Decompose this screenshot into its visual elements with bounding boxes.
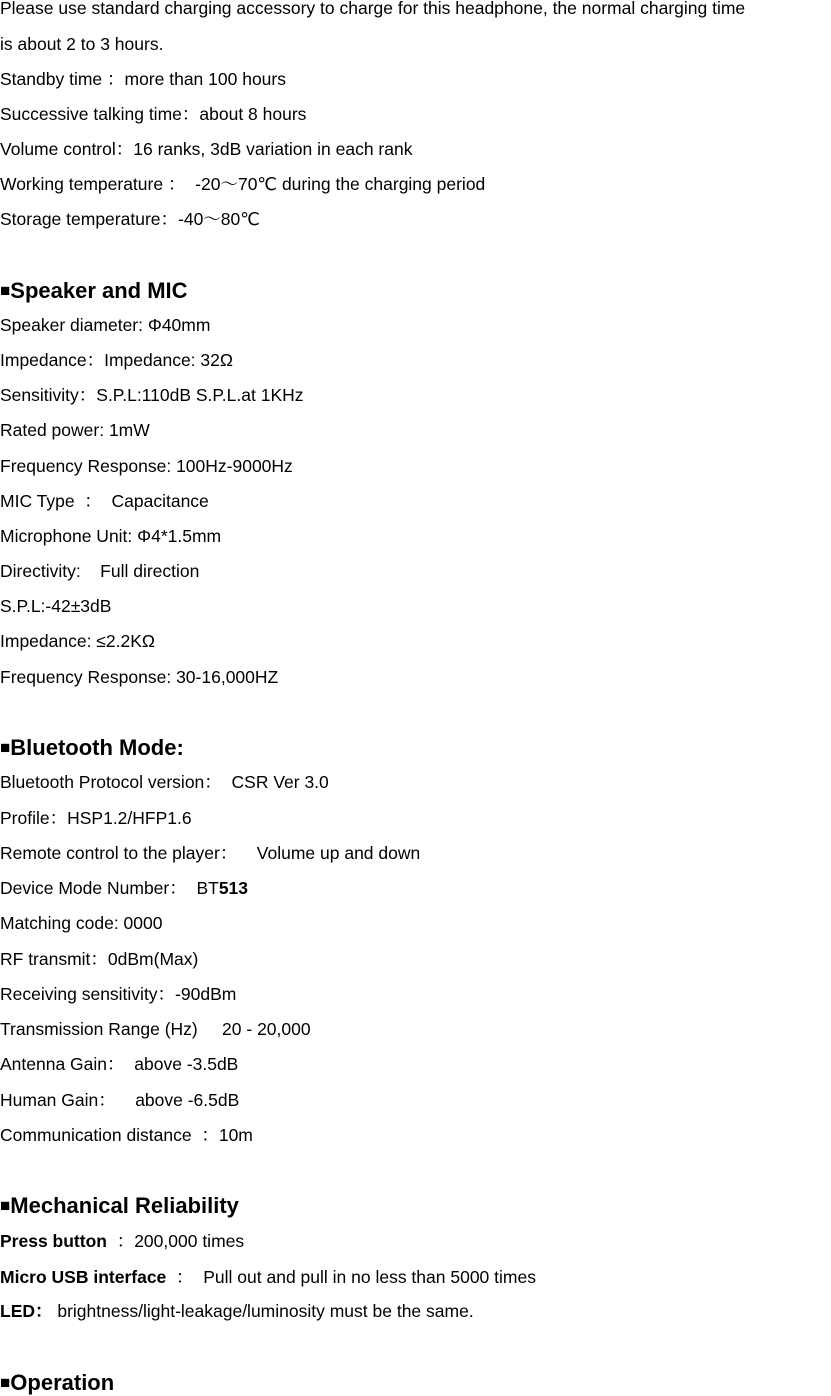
- volume-control-label: Volume control: [0, 139, 116, 159]
- square-bullet-icon: ■: [0, 281, 11, 300]
- storage-temperature-label: Storage temperature: [0, 209, 161, 229]
- device-mode-number-label: Device Mode Number： BT: [0, 878, 219, 898]
- bluetooth-mode-heading-text: Bluetooth Mode:: [10, 735, 184, 760]
- human-gain-line: Human Gain： above -6.5dB: [0, 1090, 240, 1110]
- antenna-gain-line: Antenna Gain： above -3.5dB: [0, 1054, 239, 1074]
- bluetooth-mode-heading: [0, 735, 184, 761]
- storage-temperature-separator: ：: [160, 209, 179, 229]
- remote-control-line: Remote control to the player： Volume up and down: [0, 843, 421, 863]
- led-value: brightness/light-leakage/luminosity must be the same.: [52, 1301, 474, 1321]
- speaker-impedance-line: Impedance：Impedance: 32Ω: [0, 350, 233, 370]
- rated-power-line: Rated power: 1mW: [0, 420, 150, 440]
- talking-time-line: [0, 103, 306, 125]
- standby-time-value: more than 100 hours: [124, 69, 286, 89]
- mic-spl-line: S.P.L:-42±3dB: [0, 596, 112, 616]
- press-button-line: [0, 1230, 244, 1252]
- micro-usb-line: [0, 1266, 536, 1288]
- storage-temperature-value: -40～80℃: [178, 209, 260, 229]
- speaker-diameter-line: Speaker diameter: Φ40mm: [0, 315, 211, 335]
- volume-control-line: [0, 138, 412, 160]
- matching-code-line: Matching code: 0000: [0, 913, 163, 933]
- rf-transmit-line: RF transmit：0dBm(Max): [0, 949, 199, 969]
- transmission-range-line: Transmission Range (Hz) 20 - 20,000: [0, 1019, 311, 1039]
- square-bullet-icon: ■: [0, 1196, 11, 1215]
- micro-usb-label: Micro USB interface: [0, 1267, 167, 1287]
- standby-time-line: [0, 68, 286, 90]
- charging-text-line-1: Please use standard charging accessory to charge for this headphone, the normal charging time: [0, 0, 746, 18]
- bluetooth-protocol-line: Bluetooth Protocol version： CSR Ver 3.0: [0, 772, 329, 792]
- mic-type-line: MIC Type ： Capacitance: [0, 491, 209, 511]
- speaker-sensitivity-line: Sensitivity：S.P.L:110dB S.P.L.at 1KHz: [0, 385, 304, 405]
- talking-time-label: Successive talking time: [0, 104, 182, 124]
- mechanical-reliability-heading-text: Mechanical Reliability: [10, 1193, 239, 1218]
- profile-line: Profile：HSP1.2/HFP1.6: [0, 808, 192, 828]
- operation-heading-text: Operation: [10, 1370, 115, 1395]
- speaker-mic-heading: [0, 278, 188, 304]
- device-mode-number-value: 513: [218, 878, 249, 898]
- press-button-value: ：200,000 times: [106, 1231, 245, 1251]
- working-temperature-value: -20～70℃ during the charging period: [185, 174, 486, 194]
- communication-distance-line: Communication distance ：10m: [0, 1125, 253, 1145]
- talking-time-value: about 8 hours: [199, 104, 307, 124]
- standby-time-separator: ：: [107, 69, 125, 89]
- working-temperature-label: Working temperature: [0, 174, 168, 194]
- working-temperature-separator: ：: [167, 174, 186, 194]
- speaker-mic-heading-text: Speaker and MIC: [10, 278, 188, 303]
- working-temperature-line: [0, 173, 485, 195]
- square-bullet-icon: ■: [0, 738, 11, 757]
- microphone-unit-line: Microphone Unit: Φ4*1.5mm: [0, 526, 222, 546]
- volume-control-separator: ：: [115, 139, 134, 159]
- operation-heading: [0, 1370, 114, 1396]
- led-line: [0, 1300, 474, 1322]
- talking-time-separator: ：: [181, 104, 200, 124]
- charging-text-line-2: is about 2 to 3 hours.: [0, 34, 164, 54]
- device-mode-number-line: [0, 877, 248, 899]
- micro-usb-value: ： Pull out and pull in no less than 5000 times: [166, 1267, 536, 1287]
- volume-control-value: 16 ranks, 3dB variation in each rank: [133, 139, 413, 159]
- receiving-sensitivity-line: Receiving sensitivity：-90dBm: [0, 984, 237, 1004]
- directivity-line: Directivity: Full direction: [0, 561, 200, 581]
- square-bullet-icon: ■: [0, 1373, 11, 1392]
- speaker-frequency-response-line: Frequency Response: 100Hz-9000Hz: [0, 456, 293, 476]
- mic-impedance-line: Impedance: ≤2.2KΩ: [0, 631, 155, 651]
- storage-temperature-line: [0, 208, 260, 230]
- standby-time-label: Standby time: [0, 69, 107, 89]
- mechanical-reliability-heading: [0, 1193, 239, 1219]
- press-button-label: Press button: [0, 1231, 107, 1251]
- led-label: LED：: [0, 1301, 53, 1321]
- mic-frequency-response-line: Frequency Response: 30-16,000HZ: [0, 667, 279, 687]
